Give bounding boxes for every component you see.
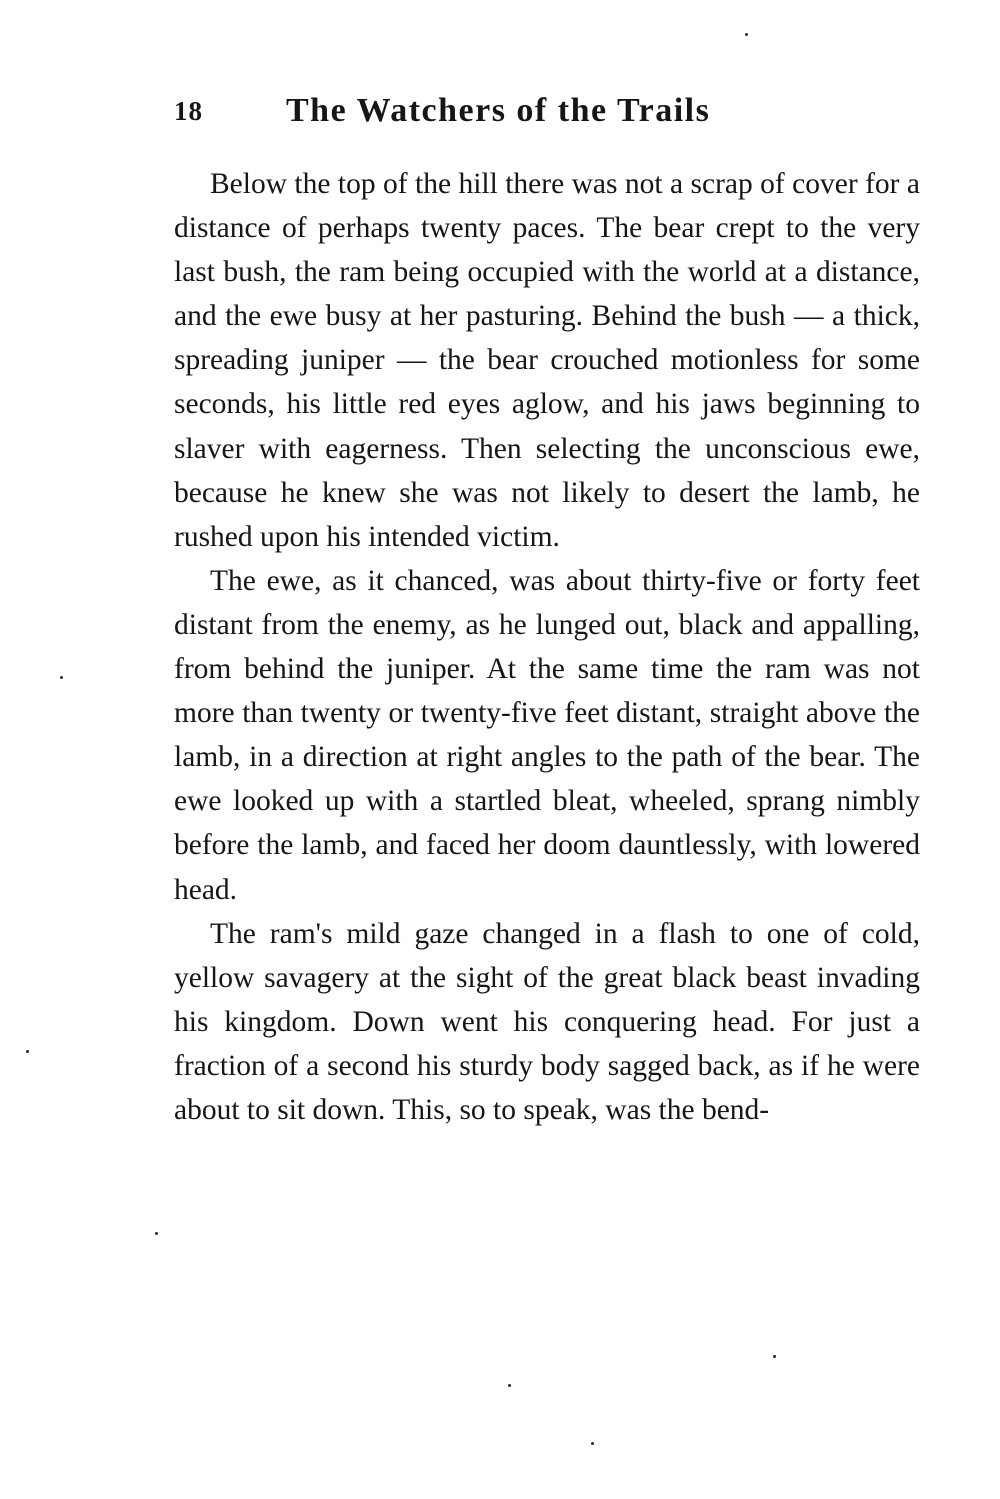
- scan-speck: [745, 33, 748, 36]
- scan-speck: [773, 1355, 776, 1358]
- paragraph-2: The ewe, as it chanced, was about thirty-five or forty feet distant from the enemy, as he lunged out, black and appalling, from behind the juniper. At the same time the ram was not more than twenty or twenty-five feet distant, straight above the lamb, in a direction at right angles to the path of the bear. The ewe looked up with a startled bleat, wheeled, sprang nimbly before the lamb, and faced her doom dauntlessly, with lowered head.: [174, 564, 920, 906]
- body-text: [174, 162, 920, 1132]
- scan-speck: [508, 1384, 511, 1387]
- scan-speck: [60, 676, 63, 679]
- book-title: The Watchers of the Trails: [286, 92, 711, 129]
- running-head: [174, 92, 814, 136]
- scan-speck: [26, 1050, 29, 1053]
- page-number: 18: [174, 96, 203, 126]
- scan-speck: [155, 1232, 158, 1235]
- scan-speck: [591, 1442, 594, 1445]
- paragraph-1: Below the top of the hill there was not a scrap of cover for a distance of perhaps twenty paces. The bear crept to the very last bush, the ram being occupied with the world at a distance, and the ewe busy at her pasturing. Behind the bush — a thick, spreading juniper — the bear crouched motionless for some seconds, his little red eyes aglow, and his jaws beginning to slaver with eagerness. Then selecting the unconscious ewe, because he knew she was not likely to desert the lamb, he rushed upon his intended victim.: [174, 168, 920, 553]
- paragraph-3: The ram's mild gaze changed in a flash to one of cold, yellow savagery at the sight of the great black beast invading his kingdom. Down went his conquering head. For just a fraction of a second his sturdy body sagged back, as if he were about to sit down. This, so to speak, was the bend-: [174, 917, 920, 1126]
